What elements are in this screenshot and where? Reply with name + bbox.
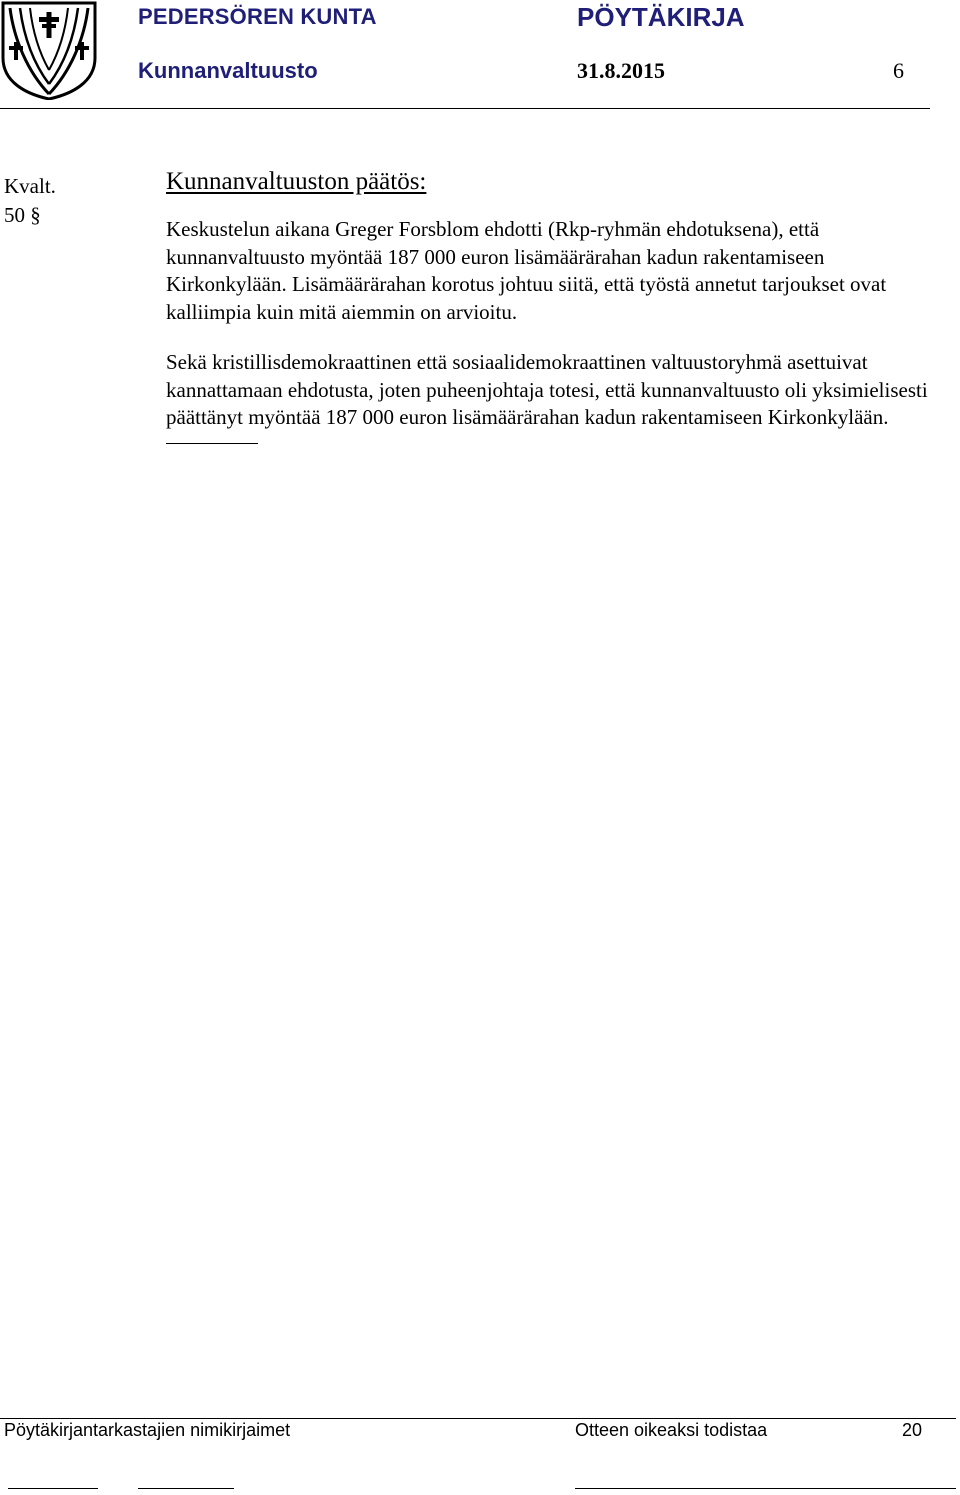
- signature-line-1: [8, 1488, 98, 1489]
- signature-line-2: [138, 1488, 234, 1489]
- footer-divider: [0, 1418, 956, 1419]
- footer-initials-label: Pöytäkirjantarkastajien nimikirjaimet: [4, 1420, 291, 1440]
- municipal-coat-of-arms-icon: [0, 0, 98, 100]
- organization-name: PEDERSÖREN KUNTA: [138, 4, 377, 29]
- document-type: PÖYTÄKIRJA: [577, 2, 745, 32]
- signature-line-certification: [575, 1488, 956, 1489]
- council-name: Kunnanvaltuusto: [138, 58, 318, 83]
- decision-paragraph-2: Sekä kristillisdemokraattinen että sosiaalidemokraattinen valtuustoryhmä asettuivat kannattamaan ehdotusta, joten puheenjohtaja totesi, että kunnanvaltuusto oli yksimielisesti päättänyt myöntää 187 000 euron lisämäärärahan kadun rakentamiseen Kirkonkylään.: [166, 350, 928, 429]
- page-number: 6: [893, 58, 904, 83]
- section-reference: [4, 172, 56, 230]
- section-number: 50 §: [4, 203, 41, 227]
- meeting-date: 31.8.2015: [577, 58, 665, 83]
- decision-section: [166, 168, 930, 444]
- footer-certification-label: Otteen oikeaksi todistaa: [575, 1420, 768, 1440]
- end-of-section-rule: [166, 443, 258, 444]
- header-divider: [0, 108, 930, 109]
- footer-number: 20: [902, 1420, 923, 1440]
- section-label: Kvalt.: [4, 174, 56, 198]
- decision-heading: Kunnanvaltuuston päätös:: [166, 168, 427, 195]
- decision-paragraph-1: Keskustelun aikana Greger Forsblom ehdotti (Rkp-ryhmän ehdotuksena), että kunnanvaltuusto myöntää 187 000 euron lisämäärärahan kadun rakentamiseen Kirkonkylään. Lisämäärärahan korotus johtuu siitä, että työstä annetut tarjoukset ovat kalliimpia kuin mitä aiemmin on arvioitu.: [166, 217, 887, 324]
